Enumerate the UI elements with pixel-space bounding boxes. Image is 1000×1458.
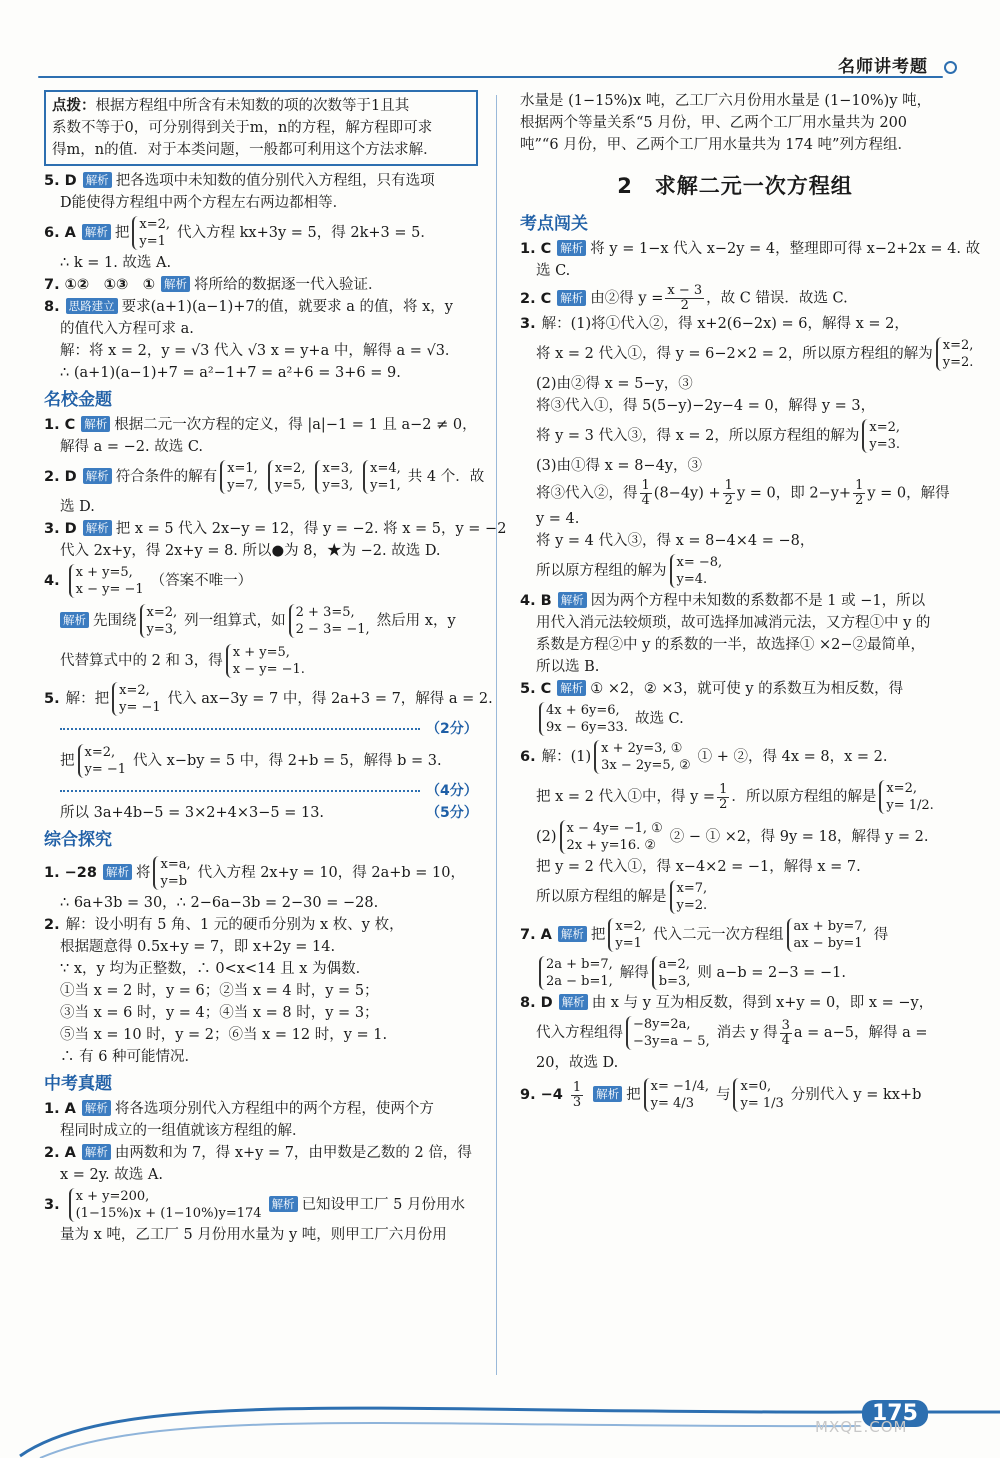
kd-answer-7: 7. A 解析 把x=2, y=1代入二元一次方程组ax + by=7, ax − by=1得 2a + b=7, 2a − b=1,解得a=2, b=3,则 a−b = 2−3 = −1. [520,919,889,989]
section-title-zonghe: 综合探究 [44,830,112,850]
tip-box: 点拨：根据方程组中所含有未知数的项的次数等于1且其 系数不等于0，可分别得到关于m，n的方程，解方程即可求 得m，n的值．对于本类问题，一般都可利用这个方法求解． [44,90,478,166]
mx-answer-4: 4.x + y=5, x − y= −1（答案不唯一） 解析 先围绕x=2, y=3,列一组算式，如2 + 3=5, 2 − 3= −1,然后用 x，y 代替算式中的 2 和 3，得x + y=5, x − y= −1. [44,565,456,677]
answer-6: 6. A 解析 把x=2, y=1代入方程 kx+3y = 5，得 2k+3 = 5． ∴ k = 1. 故选 A. [44,217,435,271]
kd-answer-9: 9. −4 $\frac{1}{3}$ 解析 把x= −1/4, y= 4/3与x=0, y= 1/3分别代入 y = kx+b [520,1079,922,1111]
chapter-title: 2 求解二元一次方程组 [617,174,853,198]
header-rule [38,76,943,78]
right-column [520,90,981,1114]
page-number: 175 [862,1400,928,1427]
mx-answer-3: 3. D 解析 把 x = 5 代入 2x−y = 12，得 y = −2. 将 x = 5，y = −2 代入 2x+y，得 2x+y = 8. 所以●为 8，★为 −2. 故选 D. [44,521,507,559]
header-circle-icon [944,61,957,74]
zh-answer-2: 2. 解：设小明有 5 角、1 元的硬币分别为 x 枚、y 枚， 根据题意得 0.5x+y = 7，即 x+2y = 14. ∵ x，y 均为正整数，∴ 0<x<14 且 x 为偶数． ①当 x = 2 时，y = 6；②当 x = 4 时，y = 5； ③当 x = 6 时，y = 4；④当 x = 8 时，y = 3； ⑤当 x = 10 时，y = 2；⑥当 x = 12 时，y = 1. ∴ 有 6 种可能情况． [44,917,404,1065]
mx-answer-1: 1. C 解析 根据二元一次方程的定义，得 |a|−1 = 1 且 a−2 ≠ 0， 解得 a = −2. 故选 C. [44,417,477,455]
kd-answer-2: 2. C 解析 由②得 y = $\frac{x - 3}{2}$ ，故 C 错误．故选 C. [520,283,848,313]
zk-answer-1: 1. A 解析 将各选项分别代入方程组中的两个方程，使两个方 程同时成立的一组值就该方程组的解． [44,1101,434,1139]
mx-answer-2: 2. D 解析 符合条件的解有x=1, y=7,x=2, y=5,x=3, y=3,x=4, y=1,共 4 个．故 选 D. [44,461,485,515]
watermark: MXQE.COM [815,1418,908,1436]
kd-answer-1: 1. C 解析 将 y = 1−x 代入 x−2y = 4，整理即可得 x−2+2x = 4. 故 选 C. [520,241,981,279]
kd-answer-8: 8. D 解析 由 x 与 y 互为相反数，得到 x+y = 0，即 x = −y， 代入方程组得−8y=2a, −3y=a − 5,消去 y 得 $\frac{3}{4}$ a = a−5，解得 a = 20，故选 D. [520,995,934,1071]
left-column [44,90,507,1246]
kd-answer-5: 5. C 解析 ① ×2，② ×3，就可使 y 的系数互为相反数，得 4x + 6y=6, 9x − 6y=33.故选 C. [520,681,904,735]
mx-answer-5: 5. 解：把x=2, y= −1代入 ax−3y = 7 中，得 2a+3 = 7，解得 a = 2. （2分） 把x=2, y= −1代入 x−by = 5 中，得 2+b = 5，解得 b = 3. （4分） 所以 3a+4b−5 = 3×2+4×3−5 = 13. （5分） [44,683,493,821]
section-title-mingxiao: 名校金题 [44,390,112,410]
header-title: 名师讲考题 [838,57,928,77]
continued-text: 水量是 (1−15%)x 吨，乙工厂六月份用水量是 (1−10%)y 吨， 根据两个等量关系“5 月份，甲、乙两个工厂用水量共为 200 吨”“6 月份，甲、乙两个工厂用水量共为 174 吨”列方程组． [520,93,932,153]
kd-answer-3: 3. 解：(1)将①代入②，得 x+2(6−2x) = 6，解得 x = 2， 将 x = 2 代入①，得 y = 6−2×2 = 2，所以原方程组的解为x=2, y=2. (2)由②得 x = 5−y，③ 将③代入①，得 5(5−y)−2y−4 = 0，解得 y = 3， 将 y = 3 代入③，得 x = 2，所以原方程组的解为x=2, y=3. (3)由①得 x = 8−4y，③ 将③代入②，得 $\frac{1}{4}$ (8−4y) + $\frac{1}{2}$ y = 0，即 2−y+ $\frac{1}{2}$ y = 0，解得 y = 4. 将 y = 4 代入③，得 x = 8−4×4 = −8， 所以原方程组的解为x= −8, y=4. [520,313,950,590]
zk-answer-2: 2. A 解析 由两数和为 7，得 x+y = 7，由甲数是乙数的 2 倍，得 x = 2y. 故选 A. [44,1145,472,1183]
answer-8: 8. 思路建立 要求(a+1)(a−1)+7的值，就要求 a 的值，将 x，y 的值代入方程可求 a. 解：将 x = 2，y = √3 代入 √3 x = y+a 中，解得 a = √3． ∴ (a+1)(a−1)+7 = a²−1+7 = a²+6 = 3+6 = 9. [44,299,460,381]
section-title-kaodian: 考点闯关 [520,214,588,234]
zh-answer-1: 1. −28 解析 将x=a, y=b代入方程 2x+y = 10，得 2a+b = 10， ∴ 6a+3b = 30，∴ 2−6a−3b = 2−30 = −28. [44,857,465,911]
column-divider [496,95,497,1375]
kd-answer-4: 4. B 解析 因为两个方程中未知数的系数都不是 1 或 −1，所以 用代入消元法较烦琐，故可选择加减消元法，又方程①中 y 的 系数是方程②中 y 的系数的一半，故选择① ×2−②最简单， 所以选 B. [520,593,931,675]
zk-answer-3: 3.x + y=200, (1−15%)x + (1−10%)y=174解析 已知设甲工厂 5 月份用水 量为 x 吨，乙工厂 5 月份用水量为 y 吨，则甲工厂六月份用 [44,1189,466,1243]
answer-7: 7. ①② ①③ ① 解析 将所给的数据逐一代入验证． [44,277,383,293]
section-title-zhongkao: 中考真题 [44,1074,112,1094]
kd-answer-6: 6. 解：(1)x + 2y=3, ① 3x − 2y=5, ②① + ②，得 4x = 8，x = 2. 把 x = 2 代入①中，得 y = $\frac{1}{2}$ ．所以原方程组的解是x=2, y= 1/2. (2)x − 4y= −1, ① 2x + y=16. ②② − ① ×2，得 9y = 18，解得 y = 2. 把 y = 2 代入①，得 x−4×2 = −1，解得 x = 7. 所以原方程组的解是x=7, y=2. [520,738,950,916]
answer-5: 5. D 解析 把各选项中未知数的值分别代入方程组，只有选项 D能使得方程组中两个方程左右两边都相等． [44,173,435,211]
footer-swoosh [0,1376,1000,1458]
